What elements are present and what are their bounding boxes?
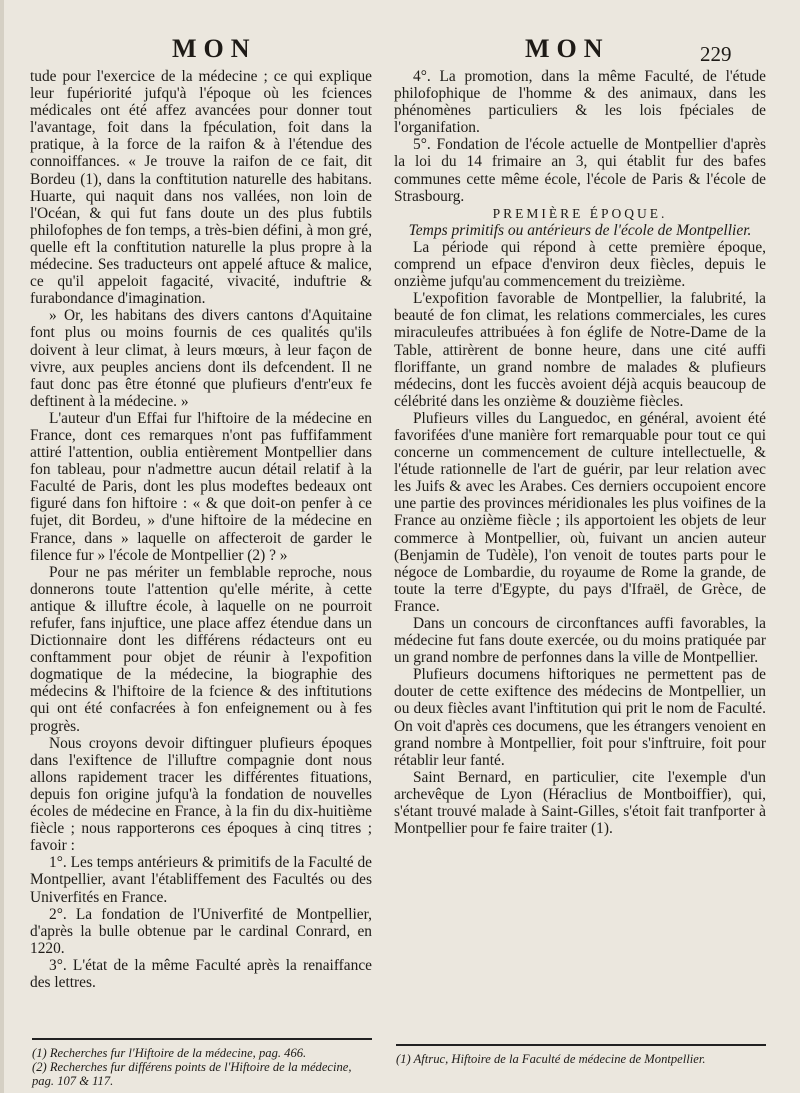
footnote-divider [32,1038,372,1040]
list-item: 4°. La promotion, dans la même Faculté, de l'étude philofophique de l'homme & des animaux, dans les phénomènes particuliers & les lois fpéciales de l'organifation. [394,68,766,137]
footnote: (1) Recherches fur l'Hiftoire de la médecine, pag. 466. [32,1046,307,1060]
paragraph: La période qui répond à cette première époque, comprend un efpace d'environ deux fiècles, depuis le onzième jufqu'au commencement du treizième. [394,238,766,291]
footnote-divider [396,1044,766,1046]
footnote: (2) Recherches fur différens points de l'Hiftoire de la médecine, pag. 107 & 117. [32,1060,352,1088]
list-item: 3°. L'état de la même Faculté après la renaiffance des lettres. [30,956,372,991]
list-item: 2°. La fondation de l'Univerfité de Montpellier, d'après la bulle obtenue par le cardinal Conrard, en 1220. [30,905,372,957]
paragraph: Nous croyons devoir diftinguer plufieurs époques dans l'exiftence de l'illuftre compagnie dont nous allons rapidement tracer les différentes fituations, depuis fon origine jufqu'à la fondation de nouvelles écoles de médecine en France, à la fin du dix-huitième fiècle ; nous rapporterons ces époques à cinq titres ; favoir : [30,734,372,855]
paragraph: » Or, les habitans des divers cantons d'Aquitaine font plus ou moins fournis de ces qualités qu'ils doivent à leur climat, à leurs mœurs, à leur façon de vivre, aux peuples anciens dont ils defcendent. Il ne faut donc pas être étonné que plufieurs d'entr'eux fe deftinent à la médecine. » [30,307,372,410]
paragraph: Plufieurs documens hiftoriques ne permettent pas de douter de cette exiftence des médecins de Montpellier, un ou deux fiècles avant l'inftitution qui prit le nom de Faculté. On voit d'après ces documens, que les étrangers venoient en grand nombre à Montpellier, foit pour s'inftruire, foit pour rétablir leur fanté. [394,666,766,769]
paragraph: Saint Bernard, en particulier, cite l'exemple d'un archevêque de Lyon (Héraclius de Montboiffier), qui, s'étant trouvé malade à Saint-Gilles, s'étoit fait tranfporter à Montpellier pour fe faire traiter (1). [394,768,766,838]
paragraph: Pour ne pas mériter un femblable reproche, nous donnerons toute l'attention qu'elle mérite, à cette antique & illuftre école, à laquelle on ne pourroit refufer, fans injuftice, une place affez étendue dans un Dictionnaire dont les différens rédacteurs ont eu conftamment pour objet de réunir à l'expofition dogmatique de la médecine, la biographie des médecins & l'hiftoire de la fcience & des inftitutions qui ont été confacrées à fon enfeignement ou à fes progrès. [30,563,372,735]
list-item: 1°. Les temps antérieurs & primitifs de la Faculté de Montpellier, avant l'établiffement des Facultés ou des Univerfités en France. [30,854,372,906]
paragraph: L'auteur d'un Effai fur l'hiftoire de la médecine en France, dont ces remarques n'ont pas fuffifamment attiré l'attention, oublia entièrement Montpellier dans fon tableau, pour n'admettre aucun détail relatif à la Faculté de Paris, dont les plus modeftes bedeaux ont figuré dans fon hiftoire : « & que doit-on penfer à ce fujet, dit Bordeu, » d'une hiftoire de la médecine en France, dans » laquelle on affecteroit de garder le filence fur » l'école de Montpellier (2) ? » [30,409,372,564]
paragraph: Dans un concours de circonftances auffi favorables, la médecine fut fans doute exercée, ou du moins pratiquée par un grand nombre de perfonnes dans la ville de Montpellier. [394,615,766,667]
paragraph: tude pour l'exercice de la médecine ; ce qui explique leur fupériorité jufqu'à l'époque où les fciences médicales ont été affez avancées pour donner tout l'avantage, foit dans la fpéculation, foit dans la pratique, à la force de la raifon & à l'étendue des connoiffances. « Je trouve la raifon de ce fait, dit Bordeu (1), dans la conftitution naturelle des habitans. Huarte, qui naquit dans nos vallées, non loin de l'Océan, & qui fut fans doute un des plus fubtils philofophes de fon temps, a très-bien défini, à mon gré, quelle eft la conftitution naturelle la plus propre à la médecine. Ses traducteurs ont appelé aftuce & malice, ce qu'il appeloit fagacité, vivacité, induftrie & furabondance d'imagination. [30,68,372,308]
running-head-left: MON [172,34,257,63]
paragraph: L'expofition favorable de Montpellier, la falubrité, la beauté de fon climat, les relations commerciales, les cures miraculeufes attribuées à fon églife de Notre-Dame de la Table, attirèrent de bonne heure, dans une cité auffi floriffante, un grand nombre de malades & plufieurs médecins, dont les fuccès avoient déjà acquis beaucoup de célébrité dans les onzième & douzième fiècles. [394,290,766,410]
list-item: 5°. Fondation de l'école actuelle de Montpellier d'après la loi du 14 frimaire an 3, qui établit fur des bafes communes cette même école, l'école de Paris & l'école de Strasbourg. [394,136,766,205]
footnote: (1) Aftruc, Hiftoire de la Faculté de médecine de Montpellier. [396,1052,706,1066]
section-subtitle: Temps primitifs ou antérieurs de l'école de Montpellier. [408,221,752,239]
footnotes-right [396,1052,766,1066]
page-edge [0,0,4,1093]
paragraph: Plufieurs villes du Languedoc, en général, avoient été favorifées d'une manière fort remarquable pour tout ce qui concerne un commencement de culture intellectuelle, & l'étude rationnelle de l'art de guérir, par leur relation avec les Juifs & avec les Arabes. Ces derniers occupoient encore une partie des provinces méridionales les plus voifines de la France au onzième fiècle ; ils apportoient les objets de leur commerce à Montpellier, où, fuivant un ancien auteur (Benjamin de Tudèle), l'on venoit de toutes parts pour le négoce de Lombardie, du royaume de Rome la grande, de toute la terre d'Egypte, du pays d'Ifraël, de Grèce, de France. [394,409,766,615]
left-column [30,68,372,991]
right-column [394,68,766,837]
running-head-right: MON [525,34,610,63]
footnotes-left [32,1046,372,1088]
page-number: 229 [700,42,732,66]
section-title: PREMIÈRE ÉPOQUE. [492,205,668,221]
